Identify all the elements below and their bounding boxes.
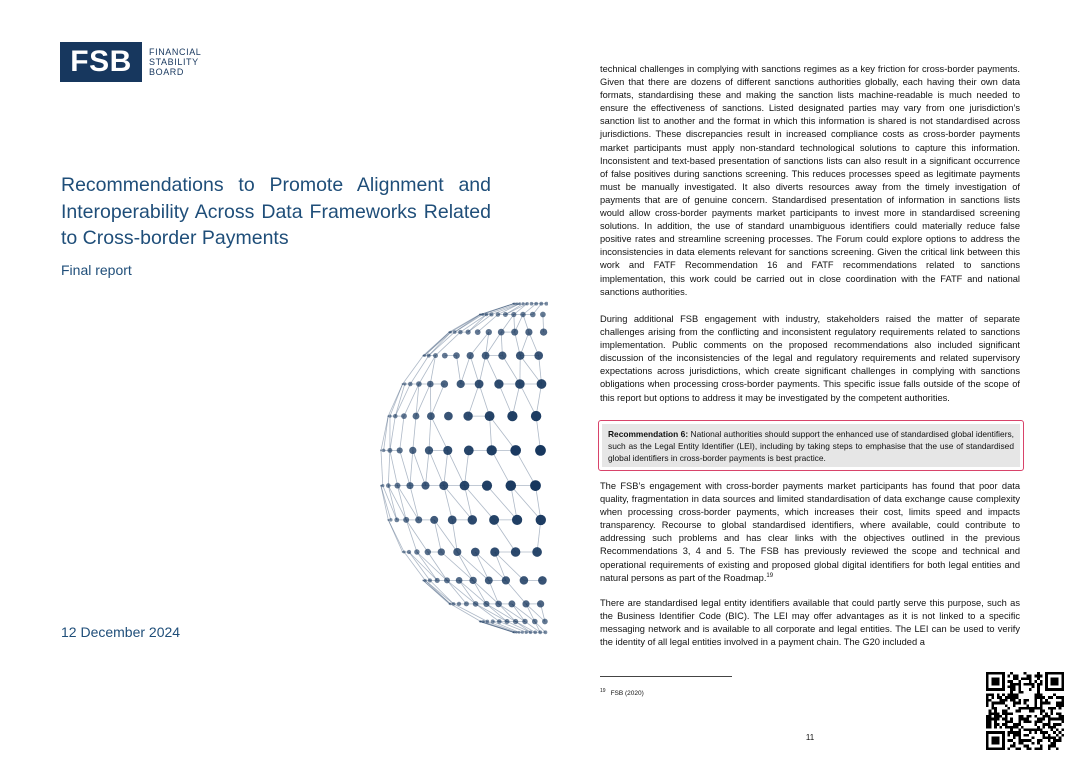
paragraph-body: The FSB’s engagement with cross-border payments market participants has found that poor data quality, fragmentation in data sources and limited standardisation of data exchange cause complexity when processing cross-border payments, which increases their cost, limits speed and impacts transparency. Recourse to global standardised identifiers, where available, could contribute to addressing such problems and has clear links with the objectives outlined in the previous Recommendations 3, 4 and 5. The FSB has previously reviewed the scope and technical and operational requirements of existing and proposed global digital identifiers for both legal entities and natural persons as part of the Roadmap. [600, 481, 1020, 583]
report-page [548, 0, 1080, 763]
footnote [600, 688, 644, 697]
body-paragraph-1 [600, 63, 1020, 299]
recommendation-text [608, 428, 1014, 464]
logo-acronym: FSB [60, 42, 142, 82]
report-title: Recommendations to Promote Alignment and Interoperability Across Data Frameworks Related to Cross-border Payments [61, 174, 491, 249]
qr-code-icon[interactable] [986, 672, 1064, 750]
paragraph-text: During additional FSB engagement with industry, stakeholders raised the matter of separate challenges arising from the conflicting and inconsistent regulatory requirements related to sanctions implementation. Public comments on the proposed recommendations also included significant discussion of the inconsistencies of the legal and regulatory requirements and related supervisory expectations across jurisdictions, which create significant challenges in complying with sanctions obligations when processing cross-border payments. This specific issue falls outside of the scope of this report but options to address it may be investigated by the competent authorities. [600, 314, 1020, 403]
recommendation-label: Recommendation 6: [608, 429, 689, 439]
body-paragraph-4 [600, 597, 1020, 649]
footnote-number: 19 [600, 688, 606, 694]
logo-wordmark [149, 47, 201, 77]
paragraph-text: technical challenges in complying with sanctions regimes as a key friction for cross-border payments. Given that there are dozens of different sanctions authorities globally, each having their own data formats, standardising these and making the sanction lists machine-readable is much needed to ensure the effectiveness of sanctions. Listed designated parties may vary from one jurisdiction’s sanction list to another and the format in which this information is shared is not standardised across jurisdictions. These discrepancies result in increased compliance costs as cross-border payments market participants must apply non-standard technological solutions to capture this information. Inconsistent and text-based presentation of sanctions lists can also result in a significant occurrence of false positives during sanctions screening. This reduces processes speed as legitimate payments must be manually investigated. It also diverts resources away from the timely investigation of payments that are of genuine concern. Standardised presentation of information in sanctions lists would allow cross-border payments market participants to invest more in standardised screening solutions. In addition, the use of standard unambiguous identifiers could materially reduce false positive rates and streamline screening processes. The Forum could explore options to address the inconsistencies in data elements relevant for sanctions screening. Given the critical link between this work and FATF Recommendation 16 and FATF recommendations related to sanctions implementation, this work could be carried out in close coordination with the FATF and national sanctions authorities. [600, 64, 1020, 297]
body-paragraph-3 [600, 480, 1020, 585]
dotted-network-globe-icon [290, 290, 548, 640]
recommendation-body: National authorities should support the enhanced use of standardised global identifiers, such as the Legal Entity Identifier (LEI), including by taking steps to emphasise that the use of standardised global identifiers in cross-border payments is best practice. [608, 429, 1015, 463]
body-paragraph-2 [600, 313, 1020, 405]
paragraph-text [600, 480, 1020, 585]
logo-line-1: FINANCIAL [149, 47, 202, 57]
report-date: 12 December 2024 [61, 624, 181, 640]
paragraph-text: There are standardised legal entity identifiers available that could partly serve this purpose, such as the Business Identifier Code (BIC). The LEI may offer advantages as it is not linked to a specific messaging network and is available to all corporate and legal entities. The LEI can be used to verify the identity of all legal entities involved in a payment chain. The G20 included a [600, 598, 1020, 648]
page-number: 11 [805, 733, 815, 742]
footnote-ref[interactable]: 19 [766, 572, 774, 579]
logo-line-3: BOARD [149, 67, 185, 77]
fsb-logo [60, 42, 201, 82]
logo-line-2: STABILITY [149, 57, 199, 67]
footnote-divider [600, 676, 732, 677]
report-subtitle: Final report [61, 262, 132, 278]
recommendation-box [598, 420, 1024, 471]
footnote-text: FSB (2020) [610, 690, 644, 698]
recommendation-fill [602, 424, 1020, 467]
